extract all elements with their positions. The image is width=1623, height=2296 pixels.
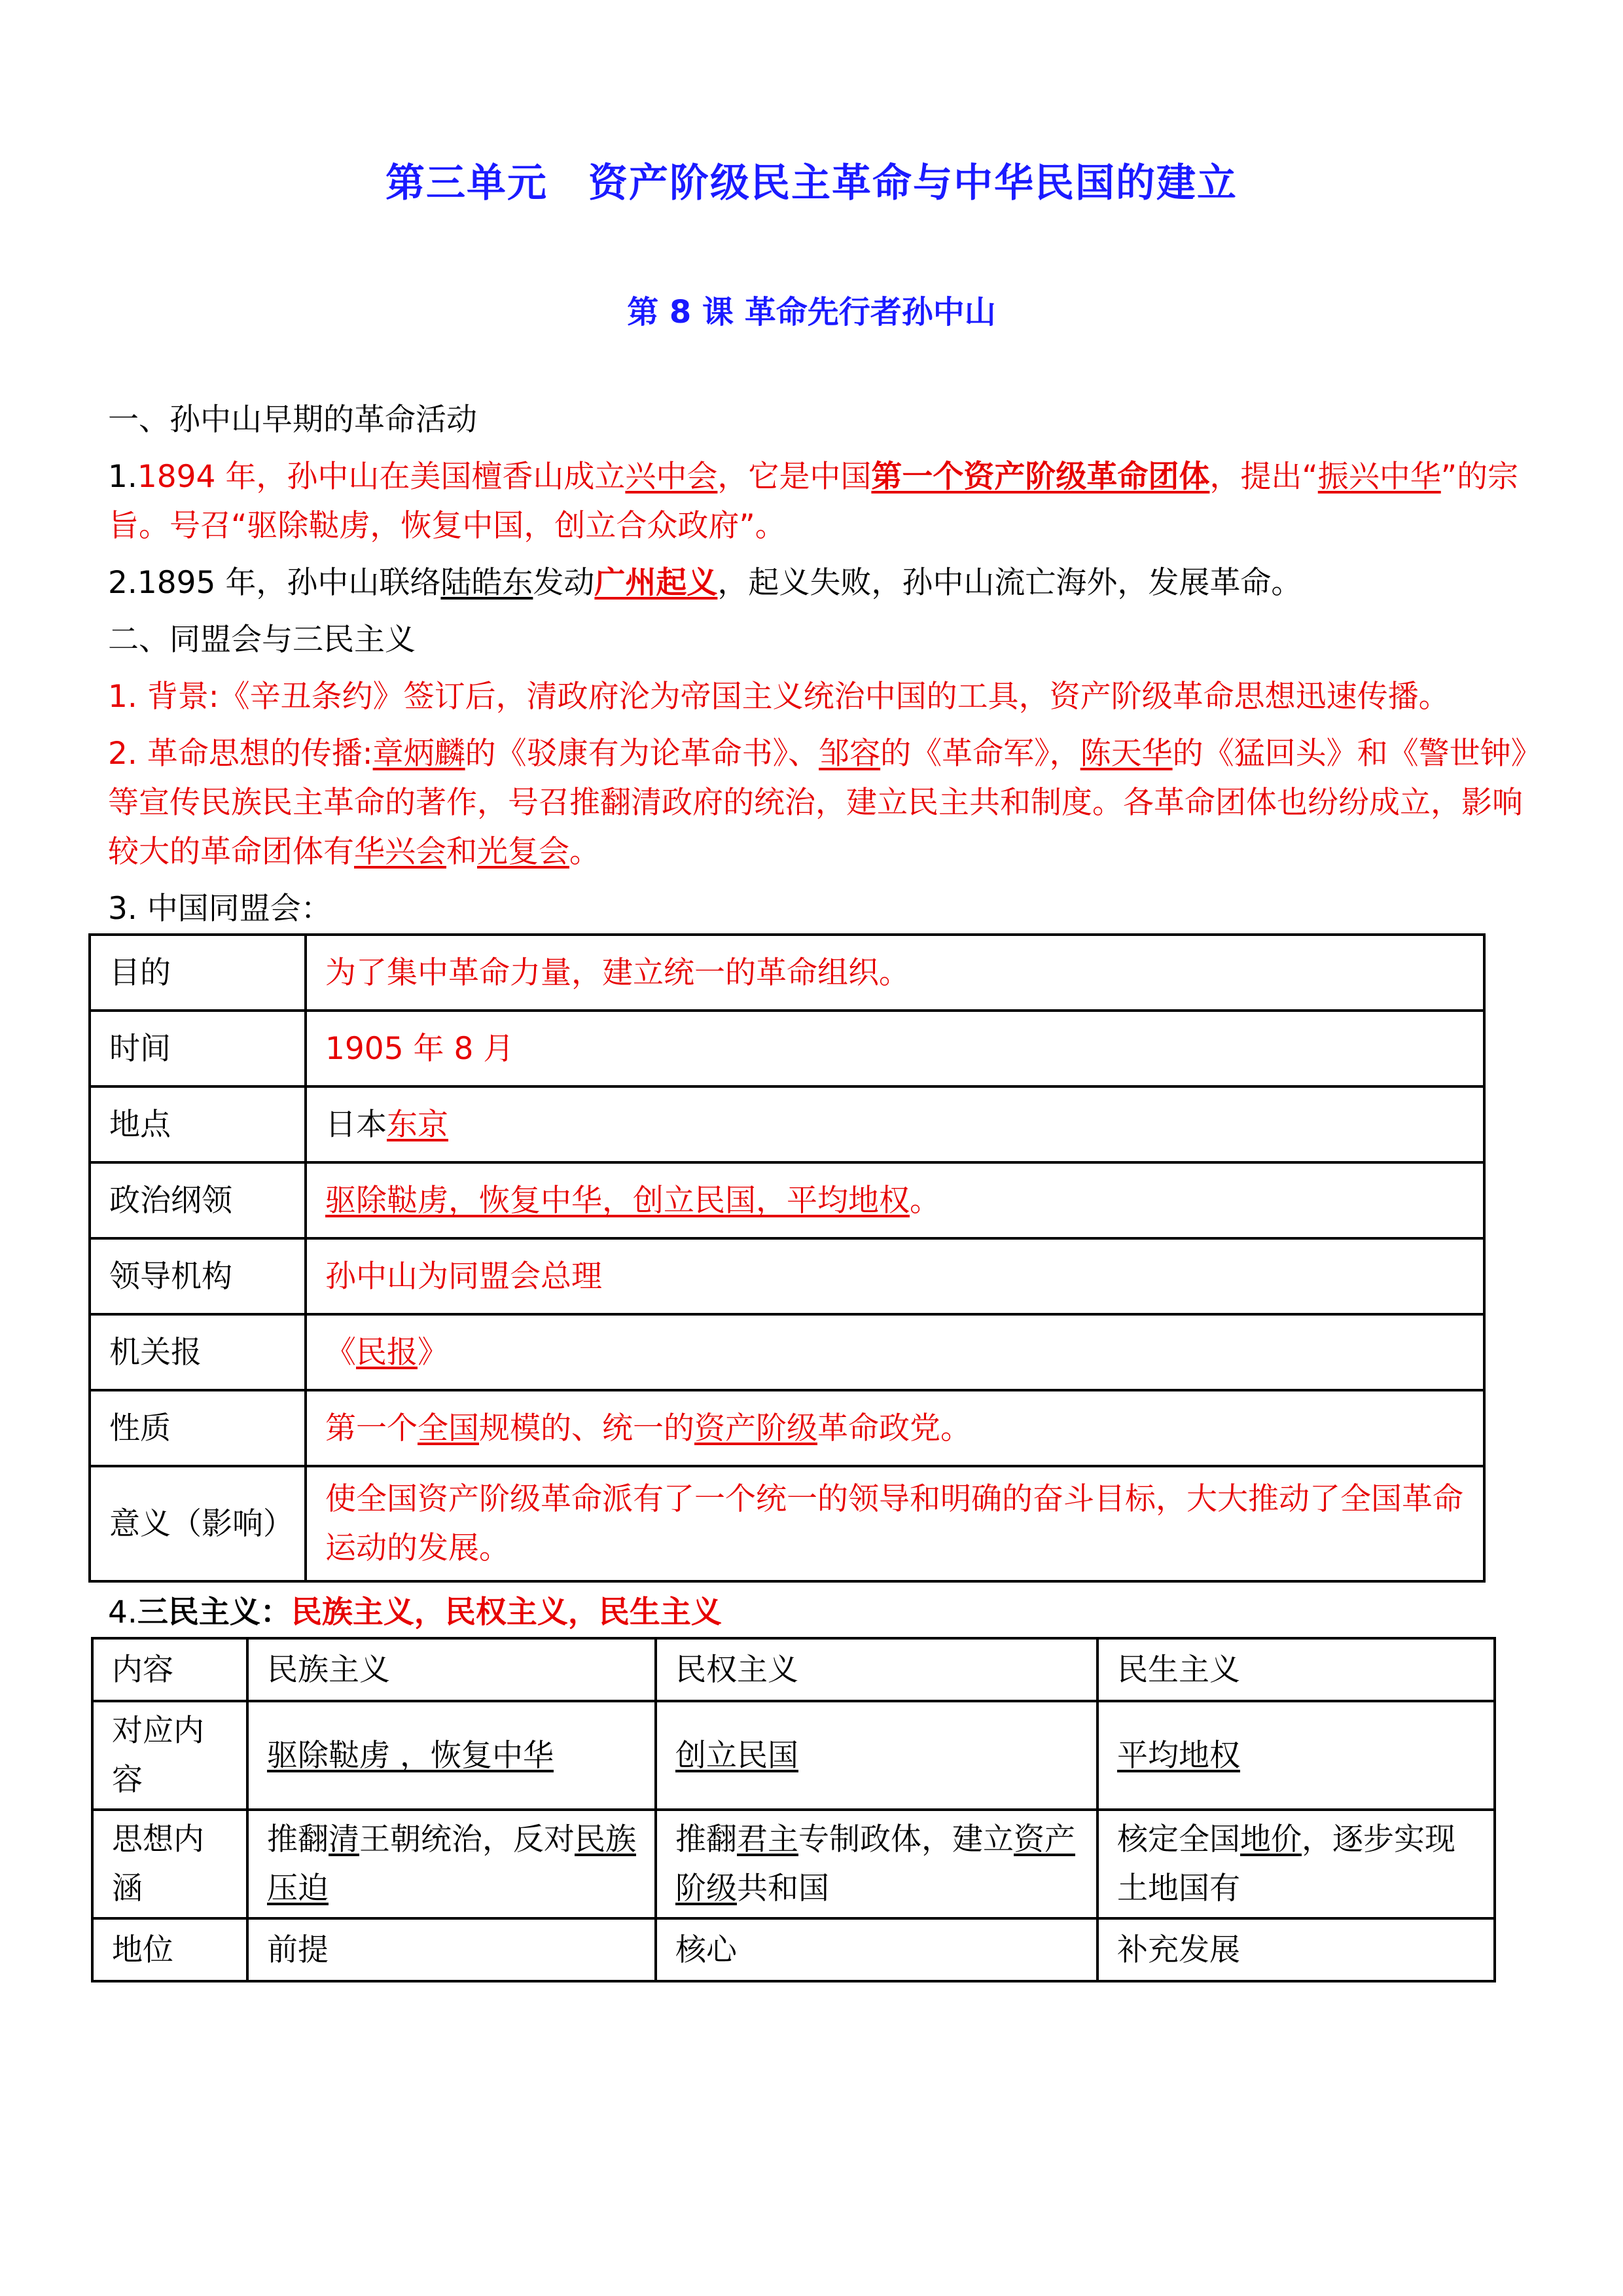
content (108, 395, 1531, 1982)
table-row (90, 1011, 1484, 1086)
table-cell: 前提 (247, 1918, 656, 1981)
table-cell: 机关报 (90, 1314, 306, 1390)
table-cell: 政治纲领 (90, 1162, 306, 1238)
table-cell: 孙中山为同盟会总理 (306, 1238, 1484, 1314)
section1-item1: 1.1894 年，孙中山在美国檀香山成立兴中会，它是中国第一个资产阶级革命团体，提出“振兴中华”的宗旨。号召“驱除鞑虏，恢复中国，创立合众政府”。 (108, 459, 1519, 544)
table-cell: 性质 (90, 1390, 306, 1466)
table-cell: 地点 (90, 1086, 306, 1162)
section2-item3-label: 3. 中国同盟会： (108, 891, 332, 927)
section2-heading: 二、同盟会与三民主义 (108, 622, 416, 658)
section1-item2: 2.1895 年，孙中山联络陆皓东发动广州起义，起义失败，孙中山流亡海外，发展革命。 (108, 565, 1302, 601)
table-cell: 第一个全国规模的、统一的资产阶级革命政党。 (306, 1390, 1484, 1466)
section2-item4: 4.三民主义：民族主义，民权主义，民生主义 (108, 1594, 722, 1630)
table-cell: 补充发展 (1097, 1918, 1495, 1981)
table-cell: 地位 (92, 1918, 247, 1981)
table-cell: 对应内容 (92, 1701, 247, 1810)
table-row (90, 1314, 1484, 1390)
table-cell: 为了集中革命力量，建立统一的革命组织。 (306, 935, 1484, 1011)
table-cell: 驱除鞑虏 ，恢复中华 (247, 1701, 656, 1810)
table-header-cell: 民族主义 (247, 1638, 656, 1701)
table-row (90, 1162, 1484, 1238)
table-cell: 创立民国 (656, 1701, 1097, 1810)
table-row (92, 1810, 1495, 1918)
sanmin-table (91, 1637, 1496, 1982)
table-cell: 时间 (90, 1011, 306, 1086)
table-row (92, 1918, 1495, 1981)
table-cell: 平均地权 (1097, 1701, 1495, 1810)
table-cell: 思想内涵 (92, 1810, 247, 1918)
table-cell: 日本东京 (306, 1086, 1484, 1162)
table-cell: 驱除鞑虏，恢复中华，创立民国，平均地权。 (306, 1162, 1484, 1238)
table-cell: 意义（影响） (90, 1466, 306, 1581)
table-cell: 推翻君主专制政体，建立资产阶级共和国 (656, 1810, 1097, 1918)
page-title: 第三单元 资产阶级民主革命与中华民国的建立 (385, 160, 1238, 206)
table-cell: 目的 (90, 935, 306, 1011)
table-row (90, 1466, 1484, 1581)
table-cell: 核心 (656, 1918, 1097, 1981)
table-cell: 1905 年 8 月 (306, 1011, 1484, 1086)
table-row (90, 1238, 1484, 1314)
table-row (90, 1086, 1484, 1162)
table-cell: 《民报》 (306, 1314, 1484, 1390)
table-cell: 推翻清王朝统治，反对民族压迫 (247, 1810, 656, 1918)
table-header-cell: 民生主义 (1097, 1638, 1495, 1701)
table-cell: 核定全国地价，逐步实现土地国有 (1097, 1810, 1495, 1918)
lesson-title: 第 8 课 革命先行者孙中山 (627, 294, 996, 331)
section2-item2: 2. 革命思想的传播:章炳麟的《驳康有为论革命书》、邹容的《革命军》，陈天华的《猛回头》和《警世钟》等宣传民族民主革命的著作，号召推翻清政府的统治，建立民主共和制度。各革命团体也纷纷成立，影响较大的革命团体有华兴会和光复会。 (108, 736, 1527, 870)
table-header-cell: 民权主义 (656, 1638, 1097, 1701)
table-header-cell: 内容 (92, 1638, 247, 1701)
tongmenghui-table (88, 933, 1486, 1583)
section2-item1: 1. 背景:《辛丑条约》签订后，清政府沦为帝国主义统治中国的工具，资产阶级革命思想迅速传播。 (108, 679, 1450, 715)
table-cell: 领导机构 (90, 1238, 306, 1314)
section1-heading: 一、孙中山早期的革命活动 (108, 402, 477, 438)
table-row (92, 1701, 1495, 1810)
table-cell: 使全国资产阶级革命派有了一个统一的领导和明确的奋斗目标，大大推动了全国革命运动的发展。 (306, 1466, 1484, 1581)
table-row (90, 1390, 1484, 1466)
table-row (92, 1638, 1495, 1701)
table-row (90, 935, 1484, 1011)
